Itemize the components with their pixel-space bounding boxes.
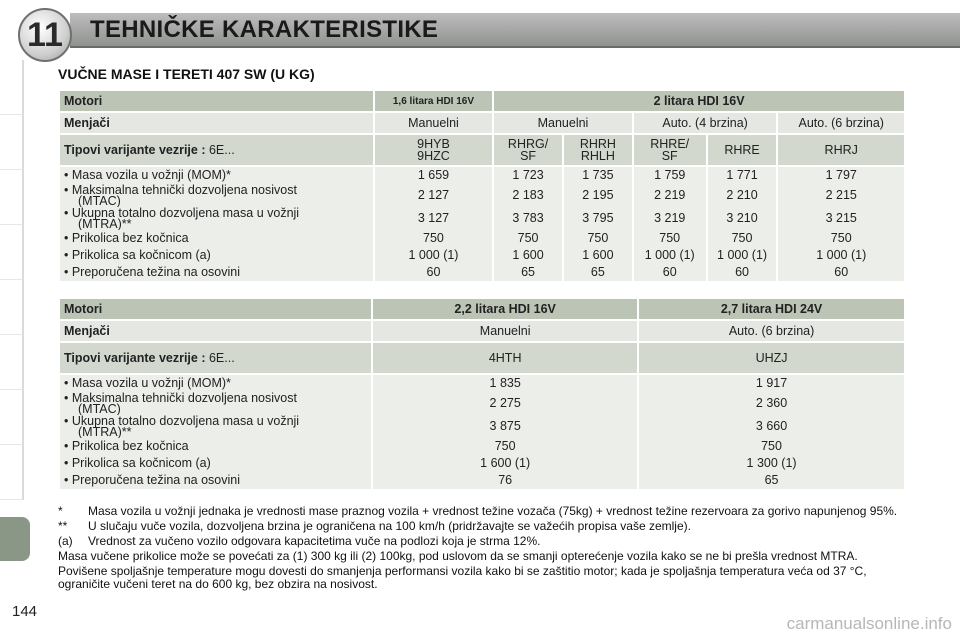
value-cell: 3 215 bbox=[778, 207, 904, 230]
chapter-number-badge: 11 bbox=[18, 8, 72, 62]
value-cell: 1 300 (1) bbox=[639, 455, 904, 472]
table-row bbox=[60, 207, 904, 230]
table-row bbox=[60, 264, 904, 281]
value-cell: 750 bbox=[639, 438, 904, 455]
value-cell: 3 875 bbox=[373, 415, 637, 438]
value-cell: 2 210 bbox=[708, 184, 777, 207]
engine-a: 1,6 litara HDI 16V bbox=[375, 91, 492, 111]
table-row bbox=[60, 455, 904, 472]
gearbox-row bbox=[60, 113, 904, 133]
value-cell: 2 219 bbox=[634, 184, 706, 207]
side-tab[interactable] bbox=[0, 170, 24, 225]
variant-cell: 9HYB 9HZC bbox=[375, 135, 492, 165]
section-title: VUČNE MASE I TERETI 407 SW (U KG) bbox=[58, 66, 315, 82]
value-cell: 1 000 (1) bbox=[634, 247, 706, 264]
variant-cell: UHZJ bbox=[639, 343, 904, 373]
variant-cell: 4HTH bbox=[373, 343, 637, 373]
gearbox-cell: Auto. (4 brzina) bbox=[634, 113, 777, 133]
value-cell: 3 795 bbox=[564, 207, 632, 230]
table-row bbox=[60, 415, 904, 438]
value-cell: 1 000 (1) bbox=[778, 247, 904, 264]
variant-row bbox=[60, 343, 904, 373]
value-cell: 65 bbox=[494, 264, 562, 281]
value-cell: 2 183 bbox=[494, 184, 562, 207]
table-row bbox=[60, 247, 904, 264]
motori-label: Motori bbox=[60, 91, 373, 111]
watermark: carmanualsonline.info bbox=[786, 614, 952, 633]
value-cell: 750 bbox=[564, 230, 632, 247]
row-label: • Ukupna totalno dozvoljena masa u vožnji (MTRA)** bbox=[60, 415, 371, 438]
side-tab[interactable] bbox=[0, 445, 24, 500]
value-cell: 2 127 bbox=[375, 184, 492, 207]
row-label: • Preporučena težina na osovini bbox=[60, 264, 373, 281]
table-row bbox=[60, 392, 904, 415]
value-cell: 60 bbox=[708, 264, 777, 281]
gearbox-row bbox=[60, 321, 904, 341]
table-row bbox=[60, 167, 904, 184]
value-cell: 1 723 bbox=[494, 167, 562, 184]
value-cell: 1 771 bbox=[708, 167, 777, 184]
footnote: * Masa vozila u vožnji jednaka je vrednosti mase praznog vozila + vrednost težine vozača (75kg) + vrednost težine rezervoara za gorivo napunjenog 95%. bbox=[58, 504, 898, 518]
variant-cell: RHRE bbox=[708, 135, 777, 165]
value-cell: 1 000 (1) bbox=[708, 247, 777, 264]
gearbox-cell: Auto. (6 brzina) bbox=[778, 113, 904, 133]
value-cell: 60 bbox=[778, 264, 904, 281]
engine-b: 2,7 litara HDI 24V bbox=[639, 299, 904, 319]
table-row bbox=[60, 184, 904, 207]
value-cell: 750 bbox=[634, 230, 706, 247]
side-tab[interactable] bbox=[0, 390, 24, 445]
row-label: • Prikolica bez kočnica bbox=[60, 230, 373, 247]
variant-cell: RHRJ bbox=[778, 135, 904, 165]
value-cell: 60 bbox=[634, 264, 706, 281]
variant-label: Tipovi varijante vezrije : 6E... bbox=[60, 135, 373, 165]
value-cell: 750 bbox=[494, 230, 562, 247]
side-tab[interactable] bbox=[0, 280, 24, 335]
value-cell: 1 659 bbox=[375, 167, 492, 184]
gearbox-cell: Auto. (6 brzina) bbox=[639, 321, 904, 341]
value-cell: 2 215 bbox=[778, 184, 904, 207]
menjaci-label: Menjači bbox=[60, 321, 371, 341]
value-cell: 750 bbox=[375, 230, 492, 247]
variant-cell: RHRG/ SF bbox=[494, 135, 562, 165]
engine-b: 2 litara HDI 16V bbox=[494, 91, 904, 111]
side-tab-active[interactable] bbox=[0, 517, 30, 561]
weights-table-1 bbox=[58, 91, 906, 281]
variant-label: Tipovi varijante vezrije : 6E... bbox=[60, 343, 371, 373]
motori-label: Motori bbox=[60, 299, 371, 319]
value-cell: 1 600 bbox=[564, 247, 632, 264]
row-label: • Prikolica bez kočnica bbox=[60, 438, 371, 455]
value-cell: 76 bbox=[373, 472, 637, 489]
note-paragraph: Povišene spoljašnje temperature mogu dovesti do smanjenja performansi vozila kako bi se zaštitio motor; kada je spoljašnja temperatura veća od 37 °C, ograničite vučeni teret na do 600 kg, bez obzira na nosivost. bbox=[58, 564, 867, 591]
value-cell: 750 bbox=[373, 438, 637, 455]
value-cell: 65 bbox=[564, 264, 632, 281]
footnote: ** U slučaju vuče vozila, dozvoljena brzina je ograničena na 100 km/h (pridržavajte se važećih propisa vaše zemlje). bbox=[58, 519, 691, 533]
value-cell: 1 759 bbox=[634, 167, 706, 184]
value-cell: 2 195 bbox=[564, 184, 632, 207]
value-cell: 3 127 bbox=[375, 207, 492, 230]
row-label: • Preporučena težina na osovini bbox=[60, 472, 371, 489]
value-cell: 1 835 bbox=[373, 375, 637, 392]
side-tab[interactable] bbox=[0, 60, 24, 115]
value-cell: 1 735 bbox=[564, 167, 632, 184]
table-row bbox=[60, 438, 904, 455]
footnote: (a) Vrednost za vučeno vozilo odgovara kapacitetima vuče na podlozi koja je strma 12%. bbox=[58, 534, 541, 548]
table-row bbox=[60, 375, 904, 392]
value-cell: 1 000 (1) bbox=[375, 247, 492, 264]
page-header bbox=[0, 0, 960, 54]
value-cell: 1 797 bbox=[778, 167, 904, 184]
row-label: • Maksimalna tehnički dozvoljena nosivost (MTAC) bbox=[60, 184, 373, 207]
value-cell: 3 783 bbox=[494, 207, 562, 230]
side-tab[interactable] bbox=[0, 335, 24, 390]
engine-row bbox=[60, 91, 904, 111]
variant-cell: RHRE/ SF bbox=[634, 135, 706, 165]
engine-a: 2,2 litara HDI 16V bbox=[373, 299, 637, 319]
gearbox-cell: Manuelni bbox=[373, 321, 637, 341]
footnotes bbox=[58, 505, 908, 591]
value-cell: 65 bbox=[639, 472, 904, 489]
chapter-title: TEHNIČKE KARAKTERISTIKE bbox=[90, 16, 439, 43]
value-cell: 1 600 bbox=[494, 247, 562, 264]
row-label: • Masa vozila u vožnji (MOM)* bbox=[60, 167, 373, 184]
value-cell: 3 219 bbox=[634, 207, 706, 230]
side-tab[interactable] bbox=[0, 115, 24, 170]
value-cell: 3 660 bbox=[639, 415, 904, 438]
engine-row bbox=[60, 299, 904, 319]
row-label: • Prikolica sa kočnicom (a) bbox=[60, 247, 373, 264]
header-divider bbox=[70, 46, 960, 48]
table-row bbox=[60, 472, 904, 489]
menjaci-label: Menjači bbox=[60, 113, 373, 133]
gearbox-cell: Manuelni bbox=[494, 113, 632, 133]
value-cell: 2 275 bbox=[373, 392, 637, 415]
value-cell: 750 bbox=[778, 230, 904, 247]
value-cell: 2 360 bbox=[639, 392, 904, 415]
page-number: 144 bbox=[12, 603, 38, 620]
gearbox-cell: Manuelni bbox=[375, 113, 492, 133]
side-tab[interactable] bbox=[0, 225, 24, 280]
value-cell: 1 917 bbox=[639, 375, 904, 392]
side-chapter-tabs bbox=[0, 60, 30, 500]
row-label: • Masa vozila u vožnji (MOM)* bbox=[60, 375, 371, 392]
variant-cell: RHRH RHLH bbox=[564, 135, 632, 165]
table-row bbox=[60, 230, 904, 247]
row-label: • Prikolica sa kočnicom (a) bbox=[60, 455, 371, 472]
value-cell: 1 600 (1) bbox=[373, 455, 637, 472]
value-cell: 60 bbox=[375, 264, 492, 281]
value-cell: 3 210 bbox=[708, 207, 777, 230]
weights-table-2 bbox=[58, 299, 906, 489]
note-paragraph: Masa vučene prikolice može se povećati za (1) 300 kg ili (2) 100kg, pod uslovom da se smanji opterećenje vozila kako se ne bi prešla vrednost MTRA. bbox=[58, 549, 858, 563]
row-label: • Maksimalna tehnički dozvoljena nosivost (MTAC) bbox=[60, 392, 371, 415]
variant-row bbox=[60, 135, 904, 165]
value-cell: 750 bbox=[708, 230, 777, 247]
row-label: • Ukupna totalno dozvoljena masa u vožnji (MTRA)** bbox=[60, 207, 373, 230]
